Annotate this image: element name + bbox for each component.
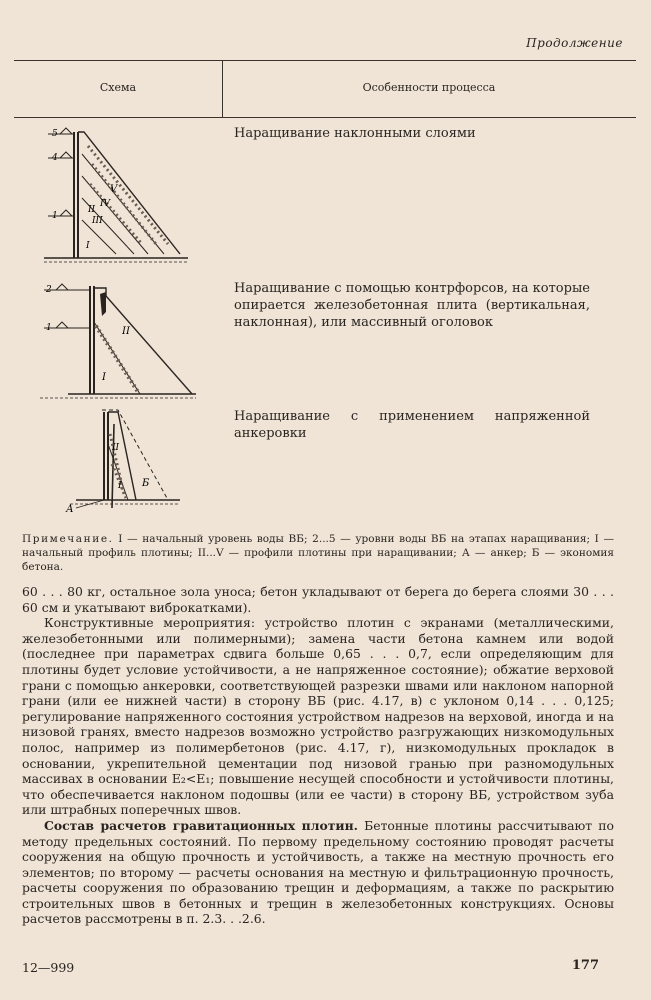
paragraph-3-text: Бетонные плотины рассчитывают по методу предельных состояний. По первому предельному состоянию проводят расчеты сооружения на общую прочность и устойчивость, а также на местную прочность его элементов; по второму — расчеты основания на местную и фильтрационную прочность, расчеты сооружения по образованию трещин и деформациям, а также по раскрытию строительных швов в бетонных и трещин в железобетонных конструкциях. Основы расчетов рассмотрены в п. 2.3. . .2.6.: [22, 817, 614, 927]
column-header-features: Особенности процесса: [362, 81, 496, 94]
note-text: I — начальный уровень воды ВБ; 2...5 — уровни воды ВБ на этапах наращивания; I — начальный профиль плотины; II...V — профили плотины при наращивании; А — анкер; Б — экономия бетона.: [22, 533, 614, 573]
process-buttresses: Наращивание с помощью контрфорсов, на которые опирается железобетонная плита (вертикальная, наклонная), или массивный оголовок: [234, 281, 590, 330]
scheme-buttresses: [40, 282, 200, 400]
continuation-label: Продолжение: [526, 36, 623, 50]
printer-signature: 12—999: [22, 960, 75, 975]
scheme1-label-II: II: [88, 205, 96, 215]
scheme1-label-1: 1: [52, 211, 58, 221]
scheme1-label-4: 4: [52, 153, 58, 163]
scheme-prestressed-anchor: [56, 404, 186, 516]
process-inclined-layers: Наращивание наклонными слоями: [234, 126, 476, 141]
page-number: 177: [571, 958, 599, 973]
scheme1-label-III: III: [92, 216, 103, 226]
table-header: [14, 60, 636, 118]
scheme1-label-V: V: [110, 184, 118, 195]
paragraph-2: Конструктивные мероприятия: устройство плотин с экранами (металлическими, железобетонными или полимерными); замена части бетона камнем или водой (последнее при параметрах сдвига больше 0,65 . . . 0,7, если определяющим для плотины будет условие устойчивости, а не напряженное состояние); обжатие верховой грани с помощью анкеровки, соответствующей разрезки швами или наклоном напорной грани (или ее нижней части) в сторону ВБ (рис. 4.17, в) с уклоном 0,14 . . . 0,125; регулирование напряженного состояния устройством надрезов на верховой, иногда и на низовой гранях, вместо надрезов возможно устройство разгружающих низкомодульных полос, например из полимербетонов (рис. 4.17, г), низкомодульных прокладок в основании, укрепительной цементации под низовой гранью при разномодульных массивах в основании E₂<E₁; повышение несущей способности и устойчивости плотины, что обеспечивается наклоном подошвы (или ее части) в сторону ВБ, устройством зуба или штрабных поперечных швов.: [22, 615, 614, 818]
scheme2-label-II: II: [122, 326, 130, 337]
table-note: [22, 532, 614, 574]
process-prestressed-anchor: Наращивание с применением напряженной анкеровки: [234, 409, 590, 441]
scheme2-label-1: 1: [46, 323, 52, 333]
paragraph-3: [22, 818, 614, 927]
scheme2-label-2: 2: [46, 285, 52, 295]
note-label: Примечание.: [22, 533, 114, 545]
column-header-scheme: Схема: [99, 81, 137, 94]
scheme2-label-I: I: [102, 372, 106, 383]
section-heading: Состав расчетов гравитационных плотин.: [44, 817, 358, 833]
scheme1-label-I: I: [86, 241, 90, 251]
scheme1-label-5: 5: [52, 129, 58, 139]
scheme1-label-IV: IV: [100, 199, 111, 209]
scheme-inclined-layers: [44, 126, 194, 268]
scheme3-label-A: А: [66, 504, 74, 515]
scheme3-label-I: I: [118, 481, 122, 491]
scheme3-label-B: Б: [142, 478, 150, 489]
paragraph-1: 60 . . . 80 кг, остальное зола уноса; бетон укладывают от берега до берега слоями 30 . . . 60 см и укатывают виброкатками).: [22, 584, 614, 615]
scheme3-label-II: II: [112, 443, 120, 453]
body-text: [22, 584, 614, 927]
